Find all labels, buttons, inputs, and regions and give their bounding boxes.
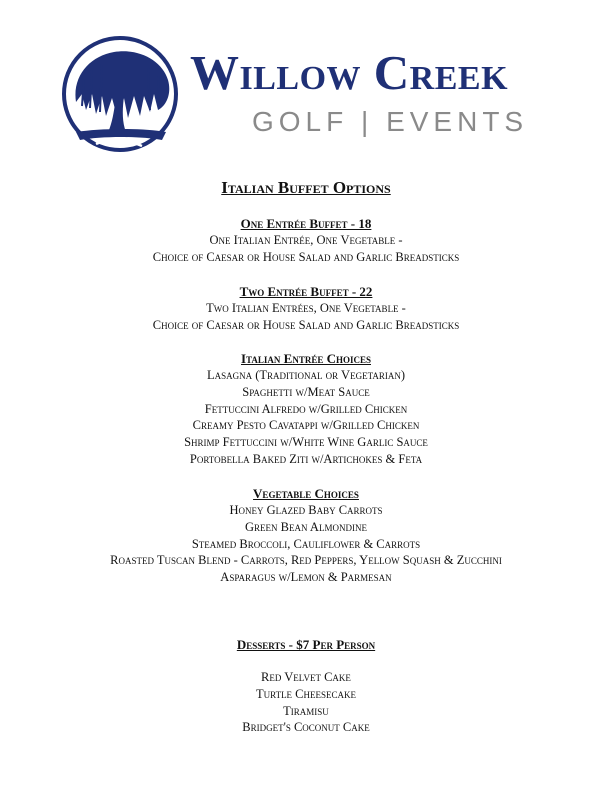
two-entree-heading: Two Entrée Buffet - 22 (239, 284, 373, 299)
list-item: Honey Glazed Baby Carrots (229, 503, 383, 517)
list-item: Turtle Cheesecake (255, 686, 357, 701)
logo-subtitle: GOLF | EVENTS (252, 106, 529, 137)
list-item: Bridget's Coconut Cake (242, 720, 370, 735)
one-entree-line: One Italian Entrée, One Vegetable - (209, 233, 403, 247)
willow-creek-logo (62, 36, 562, 154)
list-item: Portobella Baked Ziti w/Artichokes & Feta (189, 451, 423, 466)
list-item: Steamed Broccoli, Cauliflower & Carrots (191, 536, 421, 551)
list-item: Fettuccini Alfredo w/Grilled Chicken (204, 401, 408, 416)
desserts-heading: Desserts - $7 Per Person (236, 637, 376, 652)
desserts-section (0, 669, 612, 736)
logo-title: Willow Creek (190, 45, 509, 100)
vegetable-choices-heading: Vegetable Choices (253, 486, 359, 501)
list-item: Asparagus w/Lemon & Parmesan (220, 570, 392, 585)
one-entree-section (0, 215, 612, 266)
list-item: Red Velvet Cake (261, 670, 351, 684)
entree-choices-section (0, 350, 612, 468)
list-item: Lasagna (Traditional or Vegetarian) (206, 368, 406, 382)
two-entree-line: Two Italian Entrées, One Vegetable - (206, 301, 406, 315)
one-entree-heading: One Entrée Buffet - 18 (240, 216, 372, 231)
list-item: Shrimp Fettuccini w/White Wine Garlic Sauce (184, 435, 428, 450)
entree-choices-heading: Italian Entrée Choices (241, 351, 371, 366)
desserts-heading-block (0, 636, 612, 653)
one-entree-line: Choice of Caesar or House Salad and Garlic Breadsticks (152, 249, 460, 264)
list-item: Spaghetti w/Meat Sauce (242, 384, 370, 399)
vegetable-choices-section (0, 485, 612, 586)
willow-tree-icon (62, 36, 182, 154)
list-item: Tiramisu (283, 703, 329, 718)
list-item: Green Bean Almondine (245, 519, 367, 534)
two-entree-section (0, 283, 612, 334)
page-title: Italian Buffet Options (221, 178, 391, 197)
two-entree-line: Choice of Caesar or House Salad and Garlic Breadsticks (152, 317, 460, 332)
list-item: Roasted Tuscan Blend - Carrots, Red Peppers, Yellow Squash & Zucchini (110, 553, 502, 568)
list-item: Creamy Pesto Cavatappi w/Grilled Chicken (192, 418, 420, 433)
